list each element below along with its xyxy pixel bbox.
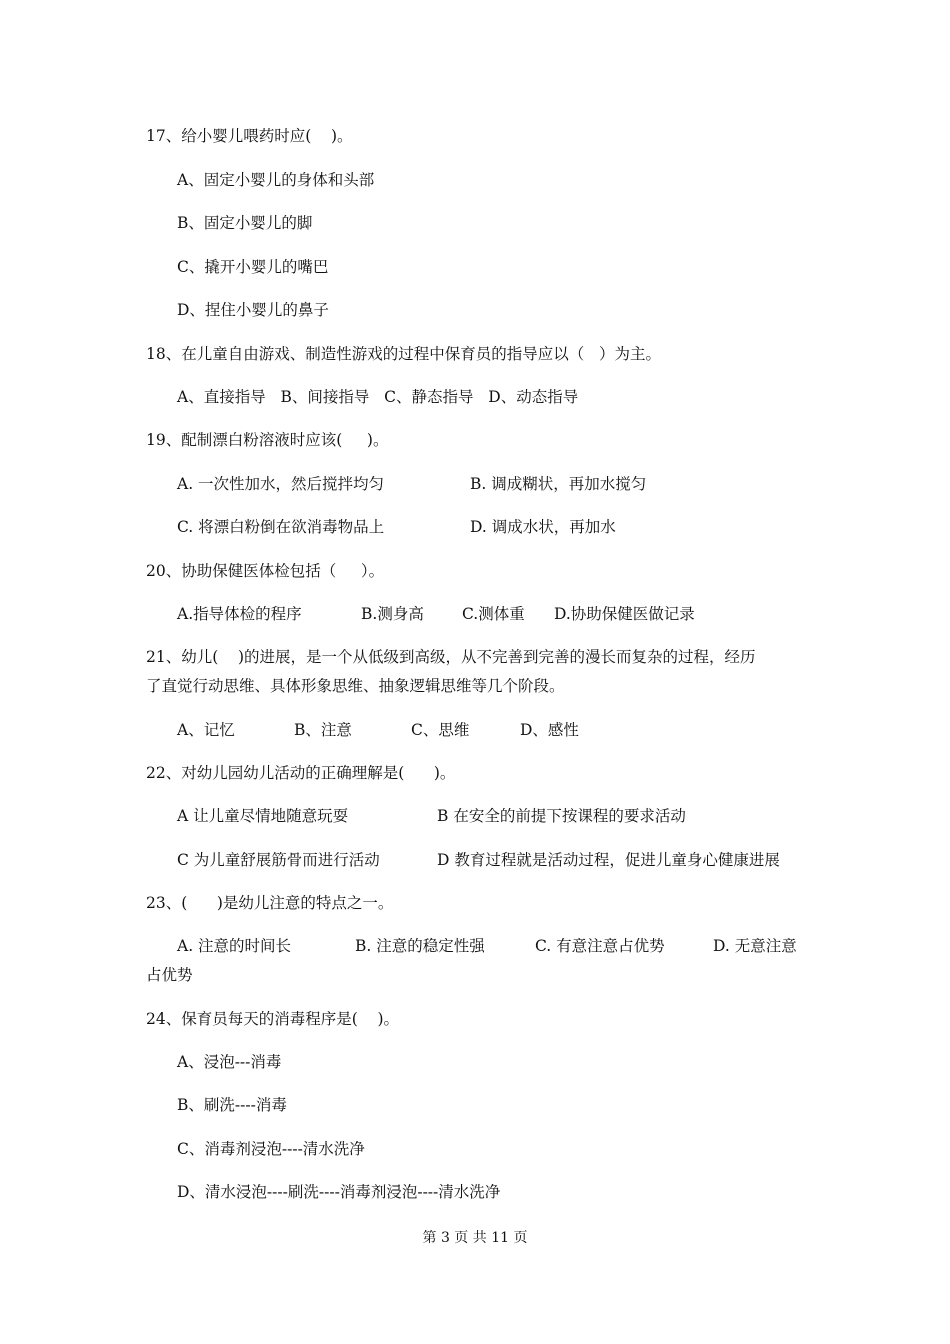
question-23-option-d: D. 无意注意 [713, 937, 797, 955]
question-17-option-a: A、固定小婴儿的身体和头部 [177, 171, 375, 189]
question-19-option-c: C. 将漂白粉倒在欲消毒物品上 [177, 518, 385, 536]
question-17-option-d: D、捏住小婴儿的鼻子 [177, 301, 329, 319]
question-18-stem: 18、在儿童自由游戏、制造性游戏的过程中保育员的指导应以（ ）为主。 [146, 345, 662, 363]
question-19-stem: 19、配制漂白粉溶液时应该( )。 [146, 431, 389, 449]
question-21-option-c: C、思维 [411, 721, 470, 739]
question-21-stem-line-2: 了直觉行动思维、具体形象思维、抽象逻辑思维等几个阶段。 [146, 677, 565, 695]
question-18-options: A、直接指导 B、间接指导 C、静态指导 D、动态指导 [177, 388, 579, 406]
question-23-stem: 23、( )是幼儿注意的特点之一。 [146, 894, 394, 912]
question-17-option-b: B、固定小婴儿的脚 [177, 214, 313, 232]
question-20-stem: 20、协助保健医体检包括（ ）。 [146, 562, 385, 580]
question-20-option-a: A.指导体检的程序 [177, 605, 302, 623]
question-22-option-c: C 为儿童舒展筋骨而进行活动 [177, 851, 380, 869]
page-number-footer: 第 3 页 共 11 页 [422, 1230, 528, 1246]
question-22-option-a: A 让儿童尽情地随意玩耍 [177, 807, 349, 825]
question-19-option-a: A. 一次性加水，然后搅拌均匀 [177, 475, 385, 493]
question-20-option-c: C.测体重 [462, 605, 525, 623]
question-24-option-c: C、消毒剂浸泡----清水洗净 [177, 1140, 365, 1158]
question-20-option-b: B.测身高 [361, 605, 424, 623]
question-22-option-b: B 在安全的前提下按课程的要求活动 [437, 807, 686, 825]
question-19-option-b: B. 调成糊状，再加水搅匀 [470, 475, 647, 493]
question-24-option-a: A、浸泡---消毒 [177, 1053, 282, 1071]
question-17-stem: 17、给小婴儿喂药时应( )。 [146, 127, 353, 145]
question-22-option-d: D 教育过程就是活动过程，促进儿童身心健康进展 [437, 851, 780, 869]
question-24-stem: 24、保育员每天的消毒程序是( )。 [146, 1010, 400, 1028]
question-21-stem-line-1: 21、幼儿( )的进展，是一个从低级到高级，从不完善到完善的漫长而复杂的过程，经历 [146, 648, 756, 666]
question-22-stem: 22、对幼儿园幼儿活动的正确理解是( )。 [146, 764, 456, 782]
question-23-option-a: A. 注意的时间长 [177, 937, 292, 955]
question-24-option-b: B、刷洗----消毒 [177, 1096, 287, 1114]
question-24-option-d: D、清水浸泡----刷洗----消毒剂浸泡----清水洗净 [177, 1183, 501, 1201]
question-23-option-d-wrap: 占优势 [146, 966, 193, 984]
question-21-option-a: A、记忆 [177, 721, 235, 739]
question-23-option-c: C. 有意注意占优势 [535, 937, 665, 955]
question-21-option-d: D、感性 [520, 721, 579, 739]
question-20-option-d: D.协助保健医做记录 [554, 605, 695, 623]
question-19-option-d: D. 调成水状，再加水 [470, 518, 616, 536]
question-23-option-b: B. 注意的稳定性强 [355, 937, 485, 955]
question-17-option-c: C、撬开小婴儿的嘴巴 [177, 258, 329, 276]
question-21-option-b: B、注意 [294, 721, 352, 739]
